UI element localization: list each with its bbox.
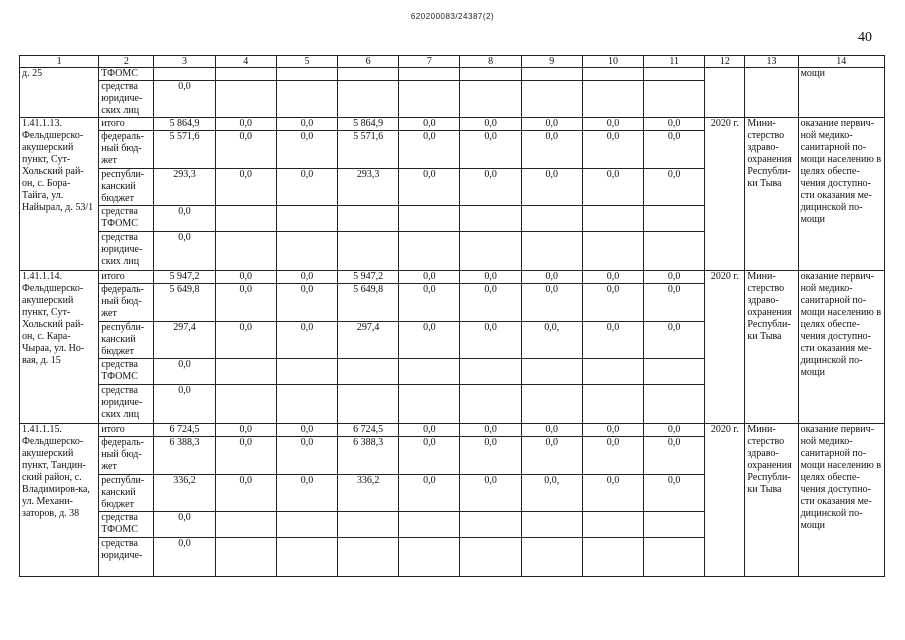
value-cell: 0,0 — [154, 512, 215, 538]
object-name-cell: 1.41.1.15. Фельдшерско-акушерский пункт, Тандин-ский район, с. Владимиров-ка, ул. Механи-заторов, д. 38 — [20, 424, 99, 577]
column-header: 11 — [644, 56, 705, 68]
document-id: 620200083/24387(2) — [410, 12, 495, 21]
value-cell: 0,0 — [215, 118, 276, 131]
funding-source-cell: итого — [99, 271, 154, 284]
value-cell: 0,0 — [644, 271, 705, 284]
funding-source-cell: республи-канский бюджет — [99, 322, 154, 359]
value-cell: 0,0 — [276, 437, 337, 475]
value-cell: 5 571,6 — [154, 131, 215, 169]
value-cell: 5 649,8 — [154, 284, 215, 322]
value-cell: 0,0 — [276, 118, 337, 131]
value-cell: 5 947,2 — [154, 271, 215, 284]
table-row — [20, 424, 885, 437]
value-cell — [399, 385, 460, 424]
value-cell — [582, 512, 643, 538]
value-cell: 0,0 — [460, 169, 521, 206]
value-cell — [460, 232, 521, 271]
value-cell: 0,0 — [644, 284, 705, 322]
value-cell — [644, 512, 705, 538]
value-cell: 0,0 — [582, 437, 643, 475]
value-cell: 0,0 — [460, 437, 521, 475]
value-cell — [521, 385, 582, 424]
value-cell — [154, 68, 215, 81]
value-cell — [399, 512, 460, 538]
value-cell — [521, 512, 582, 538]
value-cell: 0,0 — [276, 169, 337, 206]
value-cell — [276, 68, 337, 81]
value-cell — [644, 81, 705, 118]
value-cell — [276, 81, 337, 118]
funding-source-cell: средства ТФОМС — [99, 359, 154, 385]
column-header: 12 — [705, 56, 745, 68]
object-name-cell: 1.41.1.13. Фельдшерско-акушерский пункт, Сут-Хольский рай-он, с. Бора-Тайга, ул. Найырал, д. 53/1 — [20, 118, 99, 271]
value-cell: 6 388,3 — [338, 437, 399, 475]
value-cell — [215, 385, 276, 424]
value-cell: 0,0 — [582, 475, 643, 512]
value-cell: 0,0 — [399, 284, 460, 322]
value-cell — [521, 81, 582, 118]
value-cell — [338, 538, 399, 577]
value-cell: 5 947,2 — [338, 271, 399, 284]
value-cell — [460, 538, 521, 577]
value-cell: 0,0 — [399, 118, 460, 131]
funding-source-cell: республи-канский бюджет — [99, 475, 154, 512]
value-cell: 0,0 — [215, 437, 276, 475]
value-cell: 0,0 — [521, 284, 582, 322]
value-cell — [399, 359, 460, 385]
value-cell — [644, 232, 705, 271]
value-cell — [521, 206, 582, 232]
value-cell — [215, 68, 276, 81]
value-cell: 0,0 — [215, 322, 276, 359]
column-header: 7 — [399, 56, 460, 68]
value-cell: 0,0 — [644, 131, 705, 169]
executor-cell — [745, 68, 798, 118]
value-cell — [276, 232, 337, 271]
value-cell — [582, 81, 643, 118]
value-cell: 6 724,5 — [154, 424, 215, 437]
value-cell: 0,0 — [582, 118, 643, 131]
object-name-cell: 1.41.1.14. Фельдшерско-акушерский пункт, Сут-Хольский рай-он, с. Кара-Чыраа, ул. Но-вая, д. 15 — [20, 271, 99, 424]
executor-cell: Мини-стерство здраво-охранения Республи-ки Тыва — [745, 424, 798, 577]
value-cell: 0,0 — [215, 131, 276, 169]
value-cell — [399, 232, 460, 271]
value-cell — [582, 538, 643, 577]
result-cell: оказание первич-ной медико-санитарной по-мощи населению в целях обеспе-чения доступно-сти оказания ме-дицинской по-мощи — [798, 118, 884, 271]
value-cell: 0,0 — [582, 284, 643, 322]
value-cell: 0,0 — [521, 118, 582, 131]
value-cell — [644, 68, 705, 81]
funding-source-cell: федераль-ный бюд-жет — [99, 131, 154, 169]
page-number: 40 — [858, 30, 872, 45]
value-cell — [338, 206, 399, 232]
funding-source-cell: ТФОМС — [99, 68, 154, 81]
value-cell: 0,0 — [460, 131, 521, 169]
value-cell — [399, 538, 460, 577]
funding-source-cell: средства юридиче- — [99, 538, 154, 577]
value-cell: 336,2 — [154, 475, 215, 512]
funding-source-cell: федераль-ный бюд-жет — [99, 284, 154, 322]
value-cell: 0,0 — [582, 271, 643, 284]
value-cell — [338, 385, 399, 424]
funding-source-cell: республи-канский бюджет — [99, 169, 154, 206]
value-cell — [276, 359, 337, 385]
year-cell: 2020 г. — [705, 118, 745, 271]
value-cell — [582, 359, 643, 385]
value-cell: 0,0 — [154, 385, 215, 424]
funding-source-cell: средства ТФОМС — [99, 512, 154, 538]
value-cell: 0,0 — [521, 437, 582, 475]
object-name-cell: д. 25 — [20, 68, 99, 118]
value-cell: 0,0 — [644, 118, 705, 131]
value-cell: 0,0 — [399, 271, 460, 284]
value-cell: 0,0 — [644, 437, 705, 475]
value-cell: 0,0 — [399, 322, 460, 359]
value-cell: 0,0 — [460, 271, 521, 284]
value-cell — [215, 81, 276, 118]
column-header: 8 — [460, 56, 521, 68]
result-cell: оказание первич-ной медико-санитарной по-мощи населению в целях обеспе-чения доступно-сти оказания ме-дицинской по-мощи — [798, 424, 884, 577]
value-cell — [276, 512, 337, 538]
funding-source-cell: итого — [99, 424, 154, 437]
value-cell: 0,0 — [154, 359, 215, 385]
value-cell: 293,3 — [154, 169, 215, 206]
value-cell — [460, 81, 521, 118]
value-cell — [644, 385, 705, 424]
value-cell: 0,0 — [460, 424, 521, 437]
value-cell: 0,0 — [521, 271, 582, 284]
value-cell — [460, 68, 521, 81]
value-cell — [644, 206, 705, 232]
value-cell — [460, 359, 521, 385]
value-cell — [276, 206, 337, 232]
value-cell: 0,0 — [460, 475, 521, 512]
value-cell — [582, 232, 643, 271]
value-cell: 0,0 — [460, 322, 521, 359]
result-cell: оказание первич-ной медико-санитарной по-мощи населению в целях обеспе-чения доступно-сти оказания ме-дицинской по-мощи — [798, 271, 884, 424]
value-cell: 0,0 — [276, 322, 337, 359]
value-cell — [460, 512, 521, 538]
result-cell: мощи — [798, 68, 884, 118]
value-cell — [399, 81, 460, 118]
value-cell: 0,0, — [521, 322, 582, 359]
value-cell — [215, 232, 276, 271]
value-cell: 0,0 — [521, 131, 582, 169]
value-cell — [215, 512, 276, 538]
value-cell: 0,0 — [215, 284, 276, 322]
value-cell: 293,3 — [338, 169, 399, 206]
value-cell — [338, 81, 399, 118]
value-cell: 0,0 — [644, 169, 705, 206]
value-cell — [644, 538, 705, 577]
value-cell: 5 864,9 — [154, 118, 215, 131]
value-cell: 0,0 — [582, 424, 643, 437]
value-cell — [644, 359, 705, 385]
value-cell — [215, 206, 276, 232]
value-cell — [582, 206, 643, 232]
value-cell: 0,0 — [644, 322, 705, 359]
value-cell — [399, 68, 460, 81]
value-cell: 0,0 — [276, 475, 337, 512]
column-header: 4 — [215, 56, 276, 68]
value-cell: 5 649,8 — [338, 284, 399, 322]
value-cell: 0,0 — [460, 118, 521, 131]
value-cell — [460, 206, 521, 232]
column-header: 14 — [798, 56, 884, 68]
value-cell: 6 724,5 — [338, 424, 399, 437]
value-cell: 0,0 — [399, 131, 460, 169]
value-cell: 0,0 — [276, 284, 337, 322]
value-cell — [338, 359, 399, 385]
column-header: 6 — [338, 56, 399, 68]
value-cell: 0,0 — [399, 424, 460, 437]
value-cell: 0,0 — [399, 437, 460, 475]
column-header: 9 — [521, 56, 582, 68]
value-cell — [521, 232, 582, 271]
budget-table — [19, 55, 885, 577]
value-cell: 5 864,9 — [338, 118, 399, 131]
column-header: 10 — [582, 56, 643, 68]
column-header: 5 — [276, 56, 337, 68]
value-cell — [399, 206, 460, 232]
value-cell: 0,0, — [521, 475, 582, 512]
year-cell — [705, 68, 745, 118]
value-cell — [215, 538, 276, 577]
value-cell — [521, 359, 582, 385]
funding-source-cell: средства юридиче-ских лиц — [99, 385, 154, 424]
value-cell — [582, 385, 643, 424]
value-cell: 0,0 — [460, 284, 521, 322]
value-cell: 0,0 — [582, 131, 643, 169]
funding-source-cell: средства юридиче-ских лиц — [99, 81, 154, 118]
value-cell: 0,0 — [215, 169, 276, 206]
value-cell — [276, 385, 337, 424]
value-cell — [215, 359, 276, 385]
table-row — [20, 118, 885, 131]
value-cell: 0,0 — [399, 475, 460, 512]
value-cell — [276, 538, 337, 577]
value-cell — [338, 512, 399, 538]
value-cell: 0,0 — [215, 475, 276, 512]
value-cell: 297,4 — [154, 322, 215, 359]
column-header: 1 — [20, 56, 99, 68]
table-row — [20, 271, 885, 284]
value-cell: 0,0 — [399, 169, 460, 206]
table-body — [20, 56, 885, 577]
year-cell: 2020 г. — [705, 271, 745, 424]
funding-source-cell: итого — [99, 118, 154, 131]
value-cell: 0,0 — [215, 424, 276, 437]
column-header-row — [20, 56, 885, 68]
value-cell: 0,0 — [521, 424, 582, 437]
value-cell — [521, 68, 582, 81]
value-cell — [338, 68, 399, 81]
value-cell: 0,0 — [215, 271, 276, 284]
value-cell: 0,0 — [154, 538, 215, 577]
value-cell: 0,0 — [154, 206, 215, 232]
value-cell: 297,4 — [338, 322, 399, 359]
column-header: 2 — [99, 56, 154, 68]
value-cell — [582, 68, 643, 81]
executor-cell: Мини-стерство здраво-охранения Республи-ки Тыва — [745, 271, 798, 424]
funding-source-cell: средства ТФОМС — [99, 206, 154, 232]
value-cell: 0,0 — [154, 232, 215, 271]
column-header: 13 — [745, 56, 798, 68]
value-cell — [521, 538, 582, 577]
value-cell: 6 388,3 — [154, 437, 215, 475]
value-cell: 0,0 — [276, 424, 337, 437]
value-cell — [338, 232, 399, 271]
value-cell: 0,0 — [276, 131, 337, 169]
value-cell: 0,0 — [521, 169, 582, 206]
column-header: 3 — [154, 56, 215, 68]
value-cell: 336,2 — [338, 475, 399, 512]
value-cell: 0,0 — [154, 81, 215, 118]
table-row — [20, 68, 885, 81]
value-cell: 0,0 — [276, 271, 337, 284]
value-cell: 0,0 — [644, 475, 705, 512]
value-cell: 5 571,6 — [338, 131, 399, 169]
executor-cell: Мини-стерство здраво-охранения Республи-ки Тыва — [745, 118, 798, 271]
value-cell: 0,0 — [582, 322, 643, 359]
year-cell: 2020 г. — [705, 424, 745, 577]
funding-source-cell: федераль-ный бюд-жет — [99, 437, 154, 475]
value-cell — [460, 385, 521, 424]
value-cell: 0,0 — [582, 169, 643, 206]
value-cell: 0,0 — [644, 424, 705, 437]
funding-source-cell: средства юридиче-ских лиц — [99, 232, 154, 271]
